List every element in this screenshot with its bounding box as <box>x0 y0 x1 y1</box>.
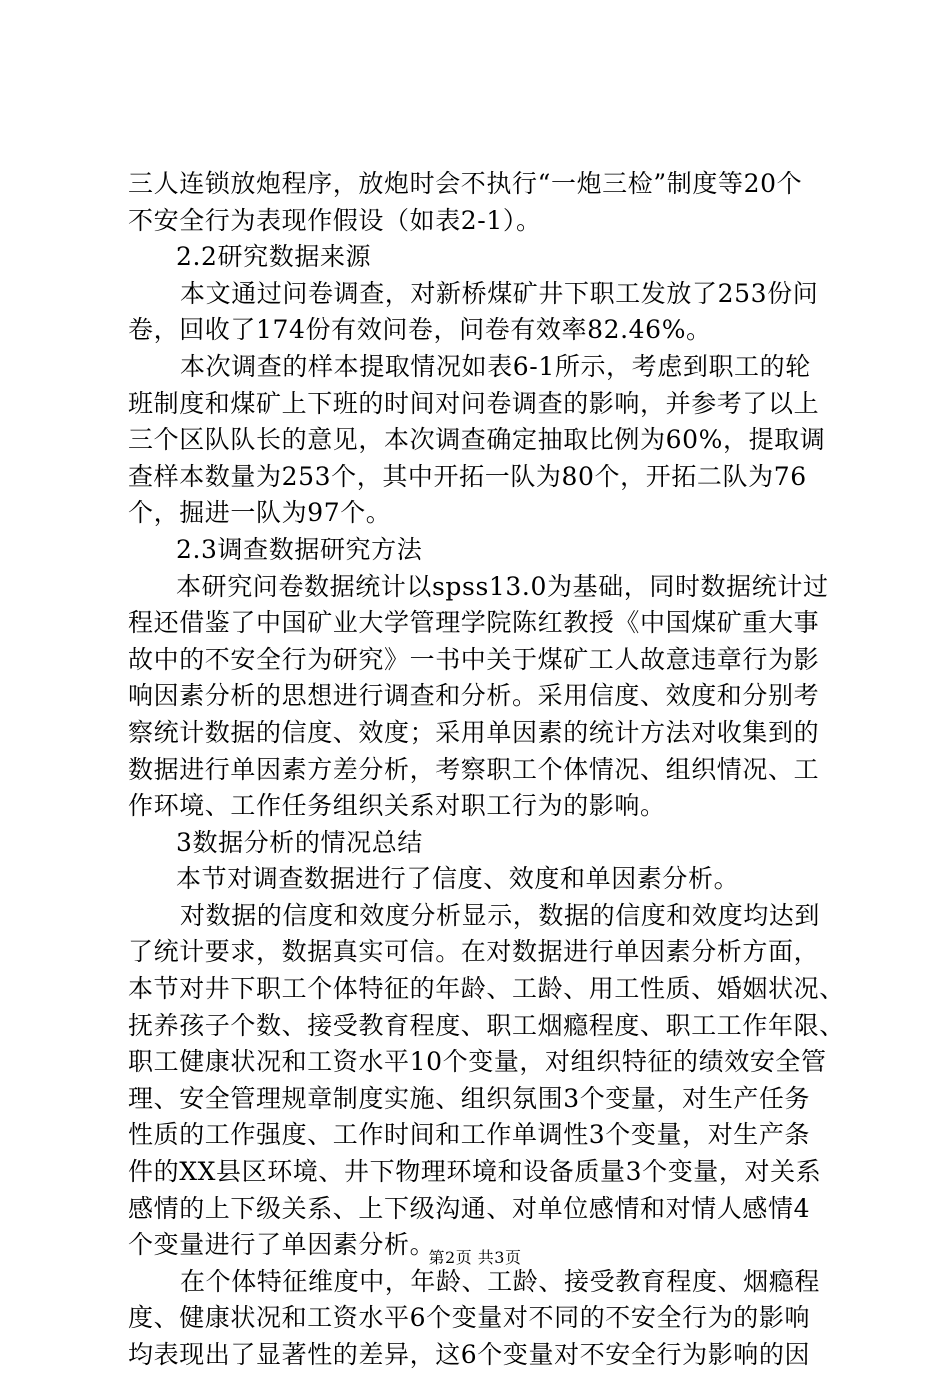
text-line: 察统计数据的信度、效度；采用单因素的统计方法对收集到的 <box>128 717 820 747</box>
text-line: 不安全行为表现作假设（如表2-1）。 <box>128 205 542 235</box>
document-body <box>128 166 845 1374</box>
text-line: 理、安全管理规章制度实施、组织氛围3个变量，对生产任务 <box>128 1083 811 1113</box>
text-line: 个，掘进一队为97个。 <box>128 498 392 528</box>
text-line: 卷，回收了174份有效问卷，问卷有效率82.46%。 <box>128 315 712 345</box>
text-line: 查样本数量为253个，其中开拓一队为80个，开拓二队为76 <box>128 461 807 491</box>
text-line: 故中的不安全行为研究》一书中关于煤矿工人故意违章行为影 <box>128 644 820 674</box>
section-heading: 3数据分析的情况总结 <box>176 827 423 857</box>
text-line: 作环境、工作任务组织关系对职工行为的影响。 <box>128 791 666 821</box>
section-heading: 2.3调查数据研究方法 <box>176 534 423 564</box>
page-number-footer: 第2页 共3页 <box>428 1248 522 1267</box>
text-line: 三人连锁放炮程序，放炮时会不执行“一炮三检”制度等20个 <box>128 169 803 198</box>
text-line: 程还借鉴了中国矿业大学管理学院陈红教授《中国煤矿重大事 <box>128 608 820 638</box>
text-line: 感情的上下级关系、上下级沟通、对单位感情和对情人感情4 <box>128 1193 811 1223</box>
section-heading: 2.2研究数据来源 <box>176 242 372 272</box>
text-line: 本研究问卷数据统计以spss13.0为基础，同时数据统计过 <box>176 571 829 601</box>
text-line: 性质的工作强度、工作时间和工作单调性3个变量，对生产条 <box>128 1120 811 1150</box>
text-line: 响因素分析的思想进行调查和分析。采用信度、效度和分别考 <box>128 681 820 711</box>
text-line: 数据进行单因素方差分析，考察职工个体情况、组织情况、工 <box>128 754 820 784</box>
text-line: 本次调查的样本提取情况如表6-1所示，考虑到职工的轮 <box>180 351 811 381</box>
text-line: 抚养孩子个数、接受教育程度、职工烟瘾程度、职工工作年限、 <box>128 1010 845 1040</box>
text-line: 三个区队队长的意见，本次调查确定抽取比例为60%，提取调 <box>128 425 826 455</box>
text-line: 均表现出了显著性的差异，这6个变量对不安全行为影响的因 <box>128 1340 811 1369</box>
text-line: 件的XX县区环境、井下物理环境和设备质量3个变量，对关系 <box>128 1157 822 1187</box>
text-line: 班制度和煤矿上下班的时间对问卷调查的影响，并参考了以上 <box>128 388 820 418</box>
text-line: 本节对调查数据进行了信度、效度和单因素分析。 <box>176 864 740 894</box>
text-line: 本文通过问卷调查，对新桥煤矿井下职工发放了253份问 <box>180 278 819 308</box>
text-line: 在个体特征维度中，年龄、工龄、接受教育程度、烟瘾程 <box>180 1266 821 1296</box>
text-line: 本节对井下职工个体特征的年龄、工龄、用工性质、婚姻状况、 <box>128 974 845 1004</box>
text-line: 对数据的信度和效度分析显示，数据的信度和效度均达到 <box>180 900 821 930</box>
text-line: 度、健康状况和工资水平6个变量对不同的不安全行为的影响 <box>128 1303 811 1333</box>
text-line: 个变量进行了单因素分析。 <box>128 1230 436 1260</box>
text-line: 了统计要求，数据真实可信。在对数据进行单因素分析方面， <box>128 937 820 967</box>
text-line: 职工健康状况和工资水平10个变量，对组织特征的绩效安全管 <box>128 1047 827 1077</box>
